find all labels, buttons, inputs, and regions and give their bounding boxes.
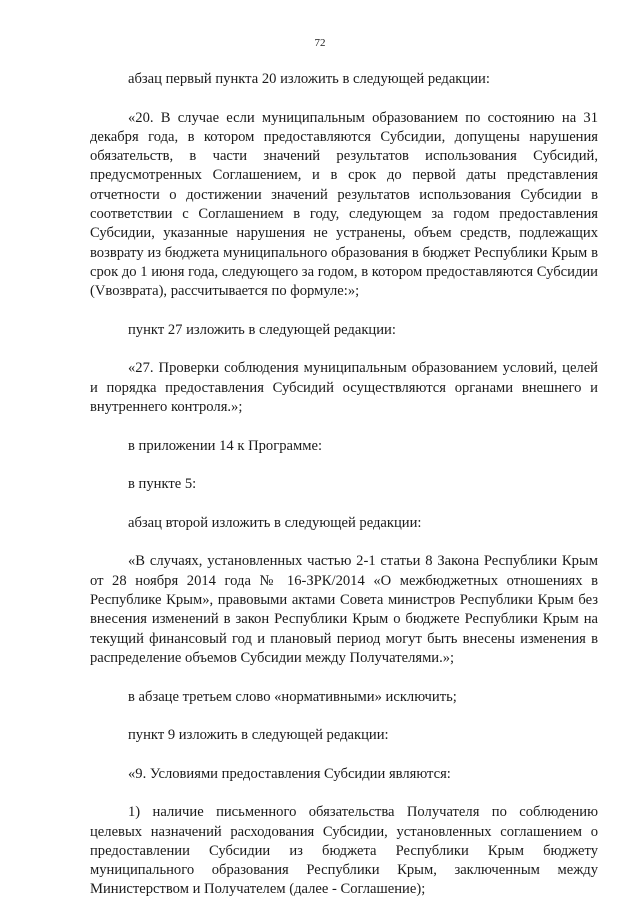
paragraph-clause-9: «9. Условиями предоставления Субсидии являются: bbox=[128, 765, 451, 782]
paragraph-clause-20: «20. В случае если муниципальным образованием по состоянию на 31 декабря года, в котором предоставляются Субсидии, допущены нарушения обязательств, в части значений результатов использования Субсидий, предусмотренных Соглашением, и в срок до первой даты представления отчетности о достижении значений результатов использования Субсидии в соответствии с Соглашением в году, следующем за годом предоставления Субсидии, указанные нарушения не устранены, объем средств, подлежащих возврату из бюджета муниципального образования в бюджет Республики Крым в срок до 1 июня года, следующего за годом, в котором предоставляются Субсидии (Vвозврата), рассчитывается по формуле:»; bbox=[90, 109, 598, 300]
page-number: 72 bbox=[314, 37, 326, 49]
document-body bbox=[90, 70, 598, 900]
paragraph-clause-cases: «В случаях, установленных частью 2-1 статьи 8 Закона Республики Крым от 28 ноября 2014 года № 16-ЗРК/2014 «О межбюджетных отношениях в Республике Крым», правовыми актами Совета министров Республики Крым без внесения изменений в закон Республики Крым о бюджете Республики Крым на текущий финансовый год и плановый период могут быть внесены изменения в распределение объемов Субсидии между Получателями.»; bbox=[90, 553, 598, 666]
paragraph-point-5: в пункте 5: bbox=[128, 476, 197, 493]
paragraph-condition-1: 1) наличие письменного обязательства Получателя по соблюдению целевых назначений расходования Субсидии, установленных соглашением о предоставлении Субсидии из бюджета Республики Крым бюджету муниципального образования Республики Крым, заключенным между Министерством и Получателем (далее - Соглашение); bbox=[90, 804, 598, 898]
paragraph-instruction-p9: пункт 9 изложить в следующей редакции: bbox=[128, 727, 389, 744]
paragraph-instruction-abzac-2: абзац второй изложить в следующей редакции: bbox=[128, 514, 422, 531]
paragraph-clause-27: «27. Проверки соблюдения муниципальным образованием условий, целей и порядка предоставления Субсидий осуществляются органами внешнего и внутреннего контроля.»; bbox=[90, 360, 598, 416]
paragraph-instruction-p27: пункт 27 изложить в следующей редакции: bbox=[128, 321, 396, 338]
paragraph-annex-14: в приложении 14 к Программе: bbox=[128, 437, 322, 454]
paragraph-instruction-abzac-3: в абзаце третьем слово «нормативными» исключить; bbox=[128, 688, 457, 705]
paragraph-instruction-p20: абзац первый пункта 20 изложить в следующей редакции: bbox=[128, 71, 490, 87]
